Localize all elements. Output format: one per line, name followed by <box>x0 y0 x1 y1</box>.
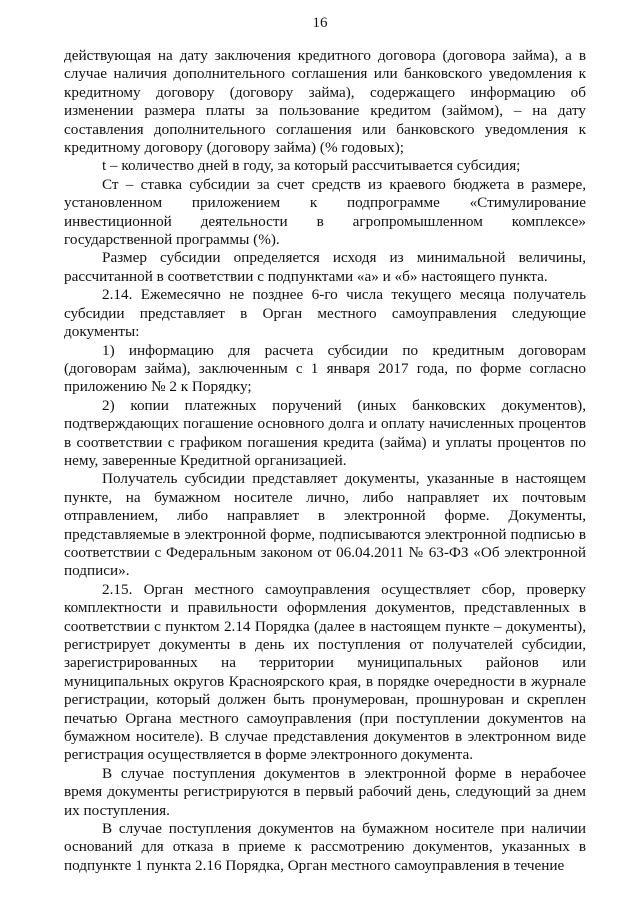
paragraph: В случае поступления документов на бумажном носителе при наличии оснований для отказа в приеме к рассмотрению документов, указанных в подпункте 1 пункта 2.16 Порядка, Орган местного самоуправления в течение <box>64 820 586 874</box>
paragraph: 2.15. Орган местного самоуправления осуществляет сбор, проверку комплектности и правильности оформления документов, представленных в соответствии с пунктом 2.14 Порядка (далее в настоящем пункте – документы), регистрирует документы в день их поступления от получателей субсидии, зарегистрированных на территории муниципальных районов или муниципальных округов Красноярского края, в порядке очередности в журнале регистрации, который должен быть пронумерован, прошнурован и скреплен печатью Органа местного самоуправления (при поступлении документов на бумажном носителе). В случае представления документов в электронном виде регистрация осуществляется в форме электронного документа. <box>64 580 586 764</box>
paragraph: Ст – ставка субсидии за счет средств из краевого бюджета в размере, установленном приложением к подпрограмме «Стимулирование инвестиционной деятельности в агропромышленном комплексе» государственной программы (%). <box>64 175 586 249</box>
paragraph: действующая на дату заключения кредитного договора (договора займа), а в случае наличия дополнительного соглашения или банковского уведомления к кредитному договору (договору займа), содержащего информацию об изменении размера платы за пользование кредитом (займом), – на дату составления дополнительного соглашения или банковского уведомления к кредитному договору (договору займа) (% годовых); <box>64 47 586 157</box>
paragraph: В случае поступления документов в электронной форме в нерабочее время документы регистрируются в первый рабочий день, следующий за днем их поступления. <box>64 764 586 819</box>
paragraph: Размер субсидии определяется исходя из минимальной величины, рассчитанной в соответствии с подпунктами «а» и «б» настоящего пункта. <box>64 249 586 285</box>
paragraph: 2.14. Ежемесячно не позднее 6-го числа текущего месяца получатель субсидии представляет в Орган местного самоуправления следующие документы: <box>64 286 586 341</box>
paragraph: 2) копии платежных поручений (иных банковских документов), подтверждающих погашение основного долга и оплату начисленных процентов в соответствии с графиком погашения кредита (займа) и уплаты процентов по нему, заверенные Кредитной организацией. <box>64 396 586 469</box>
page-number: 16 <box>312 15 328 31</box>
paragraph: 1) информацию для расчета субсидии по кредитным договорам (договорам займа), заключенным с 1 января 2017 года, по форме согласно приложению № 2 к Порядку; <box>64 341 586 396</box>
paragraph: t – количество дней в году, за который рассчитывается субсидия; <box>102 157 521 175</box>
paragraph: Получатель субсидии представляет документы, указанные в настоящем пункте, на бумажном носителе лично, либо направляет их почтовым отправлением, либо направляет в электронной форме. Документы, представляемые в электронной форме, подписываются электронной подписью в соответствии с Федеральным законом от 06.04.2011 № 63-ФЗ «Об электронной подписи». <box>64 470 586 580</box>
document-body <box>64 47 586 875</box>
